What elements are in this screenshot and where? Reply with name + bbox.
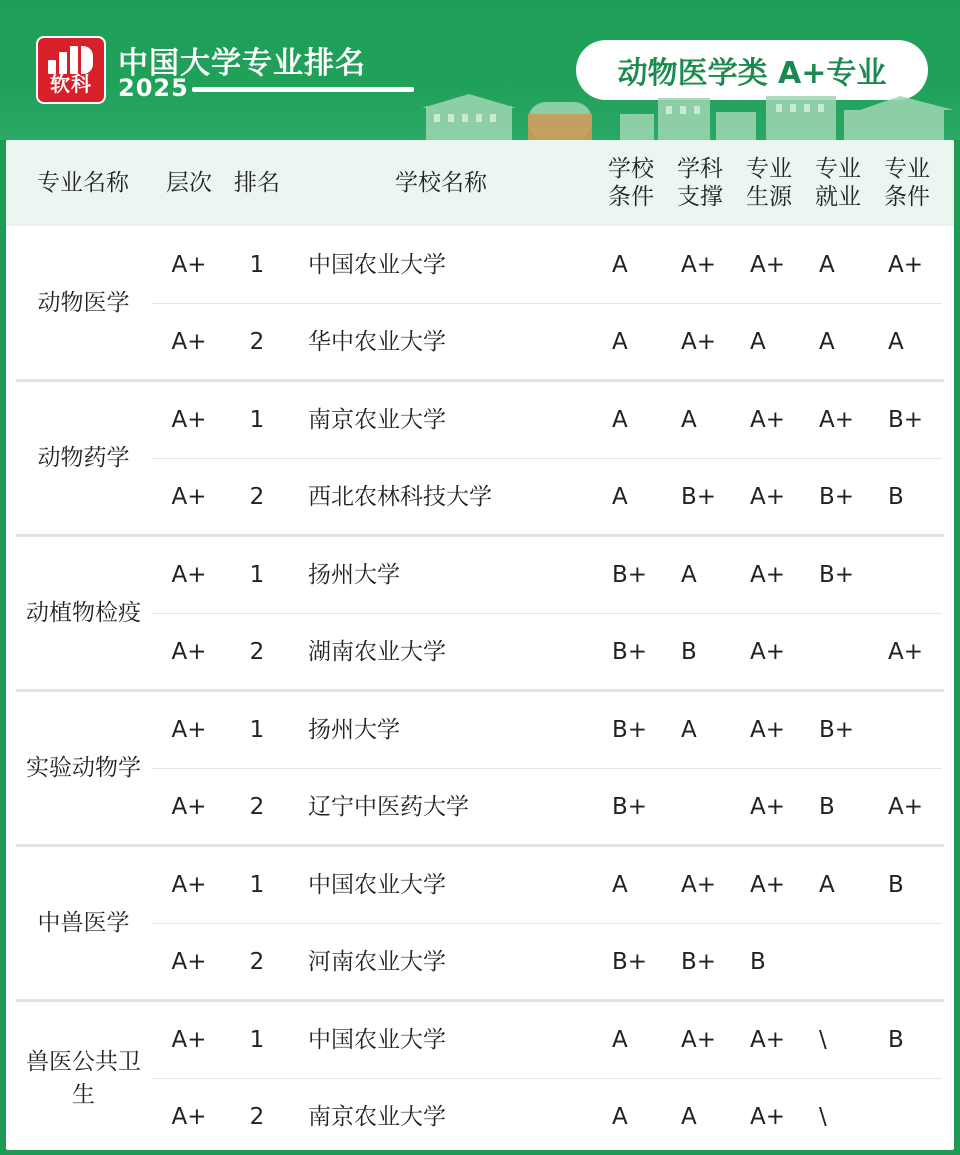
student-source-cell: A bbox=[750, 329, 766, 355]
level-cell: A+ bbox=[171, 1027, 207, 1053]
school-conditions-cell: A bbox=[612, 329, 628, 355]
employment-cell: \ bbox=[819, 1104, 827, 1130]
discipline-support-cell: A+ bbox=[681, 329, 717, 355]
level-cell: A+ bbox=[171, 484, 207, 510]
level-cell: A+ bbox=[171, 252, 207, 278]
school-name-cell: 中国农业大学 bbox=[308, 1027, 446, 1053]
student-source-cell: A+ bbox=[750, 562, 786, 588]
table-row bbox=[6, 769, 954, 846]
rank-cell: 1 bbox=[249, 407, 265, 433]
table-row bbox=[6, 924, 954, 1001]
major-conditions-cell bbox=[888, 537, 954, 614]
employment-cell: A bbox=[819, 252, 835, 278]
school-conditions-cell: B+ bbox=[612, 639, 648, 665]
rank-cell: 1 bbox=[249, 872, 265, 898]
title-underline bbox=[192, 87, 414, 92]
school-conditions-cell: A bbox=[612, 1104, 628, 1130]
student-source-cell: A+ bbox=[750, 484, 786, 510]
discipline-support-cell: A+ bbox=[681, 872, 717, 898]
discipline-support-cell: B+ bbox=[681, 949, 717, 975]
level-cell: A+ bbox=[171, 329, 207, 355]
edition-year: 2025 bbox=[118, 74, 189, 102]
level-cell: A+ bbox=[171, 562, 207, 588]
table-row bbox=[6, 1002, 954, 1079]
school-name-cell: 河南农业大学 bbox=[308, 949, 446, 975]
student-source-cell: A+ bbox=[750, 639, 786, 665]
employment-cell: A bbox=[819, 329, 835, 355]
header-banner bbox=[0, 0, 960, 140]
school-conditions-cell: B+ bbox=[612, 949, 648, 975]
discipline-support-cell: B+ bbox=[681, 484, 717, 510]
employment-cell: A+ bbox=[819, 407, 855, 433]
major-group bbox=[6, 536, 954, 691]
school-name-cell: 扬州大学 bbox=[308, 717, 400, 743]
school-conditions-cell: A bbox=[612, 484, 628, 510]
col-header-major-conditions: 专业 条件 bbox=[884, 156, 930, 210]
table-row bbox=[6, 382, 954, 459]
col-header-rank: 排名 bbox=[234, 170, 280, 196]
table-row bbox=[6, 692, 954, 769]
major-name: 动物药学 bbox=[37, 445, 130, 471]
table-row bbox=[6, 1079, 954, 1150]
school-name-cell: 辽宁中医药大学 bbox=[308, 794, 469, 820]
school-name-cell: 西北农林科技大学 bbox=[308, 484, 492, 510]
student-source-cell: B bbox=[750, 949, 766, 975]
col-header-school: 学校名称 bbox=[395, 170, 487, 196]
table-row bbox=[6, 614, 954, 691]
major-conditions-cell: A+ bbox=[888, 252, 924, 278]
rank-cell: 2 bbox=[249, 949, 265, 975]
col-header-major: 专业名称 bbox=[37, 170, 129, 196]
level-cell: A+ bbox=[171, 407, 207, 433]
school-name-cell: 南京农业大学 bbox=[308, 407, 446, 433]
employment-cell bbox=[819, 614, 875, 691]
rank-cell: 2 bbox=[249, 639, 265, 665]
major-name: 实验动物学 bbox=[26, 755, 141, 781]
major-conditions-cell bbox=[888, 1079, 954, 1150]
school-name-cell: 中国农业大学 bbox=[308, 872, 446, 898]
employment-cell bbox=[819, 924, 875, 1001]
employment-cell: A bbox=[819, 872, 835, 898]
school-name-cell: 扬州大学 bbox=[308, 562, 400, 588]
student-source-cell: A+ bbox=[750, 252, 786, 278]
major-conditions-cell bbox=[888, 692, 954, 769]
col-header-level: 层次 bbox=[166, 170, 212, 196]
employment-cell: B+ bbox=[819, 484, 855, 510]
school-name-cell: 湖南农业大学 bbox=[308, 639, 446, 665]
shanghairanking-logo bbox=[36, 36, 106, 104]
col-header-school-conditions: 学校 条件 bbox=[608, 156, 654, 210]
table-header-row bbox=[6, 140, 954, 226]
discipline-support-cell: B bbox=[681, 639, 697, 665]
col-header-discipline-support: 学科 支撑 bbox=[677, 156, 723, 210]
table-row bbox=[6, 227, 954, 304]
table-row bbox=[6, 304, 954, 381]
major-conditions-cell: B bbox=[888, 484, 904, 510]
campus-skyline-illustration bbox=[420, 92, 960, 140]
student-source-cell: A+ bbox=[750, 1104, 786, 1130]
school-conditions-cell: A bbox=[612, 252, 628, 278]
major-name: 动植物检疫 bbox=[26, 600, 141, 626]
student-source-cell: A+ bbox=[750, 1027, 786, 1053]
school-conditions-cell: A bbox=[612, 1027, 628, 1053]
table-row bbox=[6, 459, 954, 536]
major-group bbox=[6, 226, 954, 381]
school-name-cell: 中国农业大学 bbox=[308, 252, 446, 278]
major-conditions-cell: A+ bbox=[888, 639, 924, 665]
rank-cell: 1 bbox=[249, 252, 265, 278]
level-cell: A+ bbox=[171, 1104, 207, 1130]
major-conditions-cell: A bbox=[888, 329, 904, 355]
rank-cell: 2 bbox=[249, 484, 265, 510]
discipline-support-cell bbox=[681, 769, 737, 846]
major-group bbox=[6, 381, 954, 536]
major-group bbox=[6, 846, 954, 1001]
employment-cell: B bbox=[819, 794, 835, 820]
major-name: 动物医学 bbox=[37, 290, 130, 316]
school-conditions-cell: B+ bbox=[612, 717, 648, 743]
rank-cell: 1 bbox=[249, 1027, 265, 1053]
major-group bbox=[6, 691, 954, 846]
major-conditions-cell bbox=[888, 924, 954, 1001]
school-name-cell: 南京农业大学 bbox=[308, 1104, 446, 1130]
discipline-support-cell: A bbox=[681, 562, 697, 588]
major-conditions-cell: A+ bbox=[888, 794, 924, 820]
rank-cell: 2 bbox=[249, 794, 265, 820]
rank-cell: 2 bbox=[249, 329, 265, 355]
student-source-cell: A+ bbox=[750, 872, 786, 898]
col-header-employment: 专业 就业 bbox=[815, 156, 861, 210]
major-name: 兽医公共卫生 bbox=[26, 1048, 141, 1108]
bottom-border bbox=[0, 1150, 960, 1155]
discipline-support-cell: A+ bbox=[681, 252, 717, 278]
school-conditions-cell: A bbox=[612, 872, 628, 898]
discipline-support-cell: A bbox=[681, 407, 697, 433]
major-conditions-cell: B+ bbox=[888, 407, 924, 433]
employment-cell: \ bbox=[819, 1027, 827, 1053]
student-source-cell: A+ bbox=[750, 794, 786, 820]
level-cell: A+ bbox=[171, 639, 207, 665]
table-row bbox=[6, 847, 954, 924]
major-group bbox=[6, 1001, 954, 1150]
student-source-cell: A+ bbox=[750, 717, 786, 743]
category-pill: 动物医学类 A+专业 bbox=[576, 40, 928, 100]
ranking-table bbox=[6, 140, 954, 1150]
rank-cell: 1 bbox=[249, 717, 265, 743]
major-conditions-cell: B bbox=[888, 872, 904, 898]
major-conditions-cell: B bbox=[888, 1027, 904, 1053]
level-cell: A+ bbox=[171, 872, 207, 898]
school-conditions-cell: A bbox=[612, 407, 628, 433]
school-conditions-cell: B+ bbox=[612, 794, 648, 820]
level-cell: A+ bbox=[171, 717, 207, 743]
level-cell: A+ bbox=[171, 949, 207, 975]
discipline-support-cell: A+ bbox=[681, 1027, 717, 1053]
discipline-support-cell: A bbox=[681, 717, 697, 743]
page-title: 中国大学专业排名 bbox=[118, 46, 366, 81]
rank-cell: 1 bbox=[249, 562, 265, 588]
major-name: 中兽医学 bbox=[37, 910, 130, 936]
level-cell: A+ bbox=[171, 794, 207, 820]
rank-cell: 2 bbox=[249, 1104, 265, 1130]
school-name-cell: 华中农业大学 bbox=[308, 329, 446, 355]
employment-cell: B+ bbox=[819, 562, 855, 588]
table-row bbox=[6, 537, 954, 614]
student-source-cell: A+ bbox=[750, 407, 786, 433]
employment-cell: B+ bbox=[819, 717, 855, 743]
school-conditions-cell: B+ bbox=[612, 562, 648, 588]
discipline-support-cell: A bbox=[681, 1104, 697, 1130]
logo-text: 软科 bbox=[50, 72, 92, 96]
col-header-student-source: 专业 生源 bbox=[746, 156, 792, 210]
